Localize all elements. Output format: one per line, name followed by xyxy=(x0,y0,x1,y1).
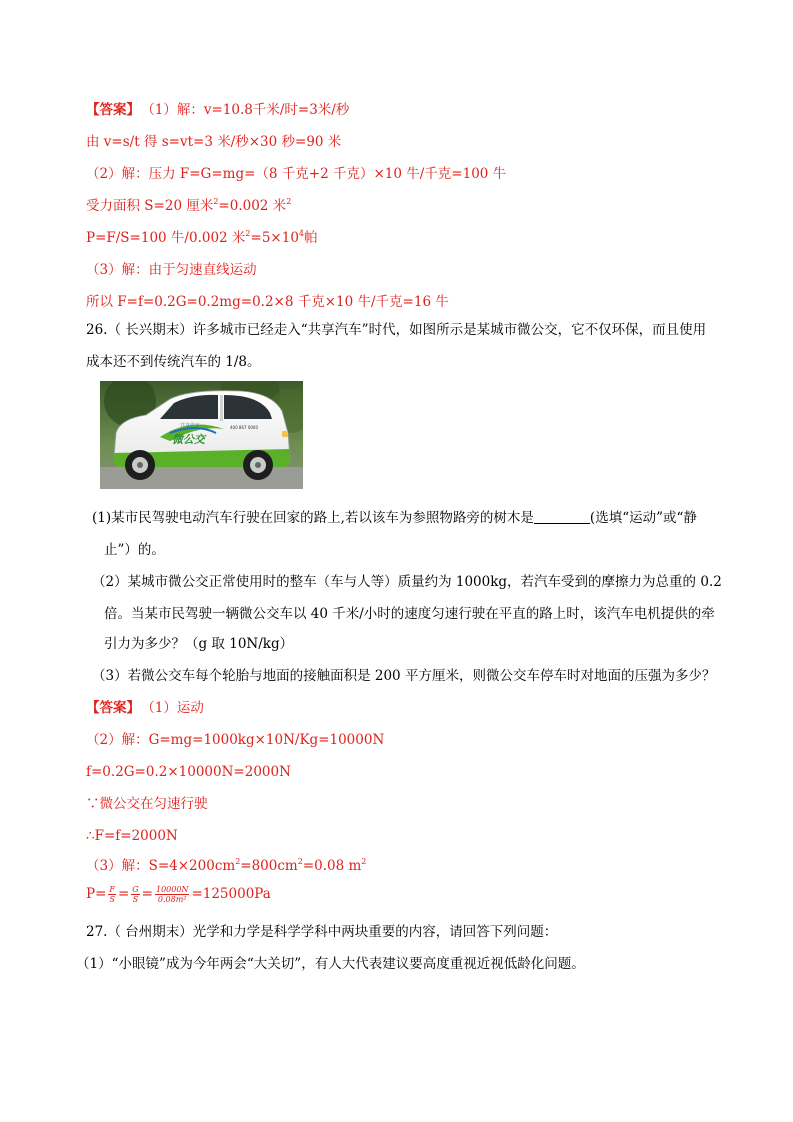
q25-answer-line-7: 所以 F=f=0.2G=0.2mg=0.2×8 千克×10 牛/千克=16 牛 xyxy=(86,294,449,310)
q26-sub1-line-1: (1)某市民驾驶电动汽车行驶在回家的路上,若以该车为参照物路旁的树木是 (选填“运动”或“静 xyxy=(92,510,697,526)
q26-answer-line-5: ∴F=f=2000N xyxy=(86,828,178,844)
q26-answer-line-3: f=0.2G=0.2×10000N=2000N xyxy=(86,764,291,780)
q27-stem-line-2: （1）“小眼镜”成为今年两会“大关切”，有人大代表建议要高度重视近视低龄化问题。 xyxy=(76,956,585,972)
q25-answer-line-5: P=F/S=100 牛/0.002 米$^2=5\times 10^4$帕 xyxy=(86,229,318,246)
q26-stem-line-2: 成本还不到传统汽车的 1/8。 xyxy=(86,354,261,370)
answer-blank xyxy=(534,509,590,524)
q27-stem-line-1: 27.（ 台州期末）光学和力学是科学学科中两块重要的内容，请回答下列问题： xyxy=(86,924,558,940)
car-photo xyxy=(100,381,303,489)
q26-answer-line-6: （3）解：$S=4\times 200cm^2=800cm^2=0.08$ $m^2$ xyxy=(86,857,367,874)
q25-answer-line-4: 受力面积 S=20 厘米$^2$=0.002 米$^2$ xyxy=(86,197,292,214)
q26-sub2-line-1: （2）某城市微公交正常使用时的整车（车与人等）质量约为 1000kg，若汽车受到的摩擦力为总重的 0.2 xyxy=(92,574,722,590)
fraction-value: $\frac{10000N}{\text{0.08m²}}$ xyxy=(155,885,189,904)
electric-car-image xyxy=(100,381,303,489)
q26-answer-line-1: 【答案】 （1）运动 xyxy=(86,700,204,716)
q25-answer-line-2: 由 v=s/t 得 s=vt=3 米/秒×30 秒=90 米 xyxy=(86,134,342,150)
car-logo-text: 微公交 xyxy=(172,433,205,446)
answer-tag: 【答案】 xyxy=(86,700,140,716)
car-phone-text: 400 867 0000 xyxy=(230,425,258,430)
q25-answer-line-3: （2）解：压力 F=G=mg=（8 千克+2 千克）×10 牛/千克=100 牛 xyxy=(86,166,507,182)
q26-pressure-formula: P= $\frac{F}{S}$ = $\frac{G}{S}$ = $\frac{10000N}{\text{0.08m²}}$ =125000Pa xyxy=(86,885,271,904)
q26-sub2-line-3: 引力为多少？（g 取 10N/kg） xyxy=(104,636,294,652)
answer-tag: 【答案】 xyxy=(86,102,140,118)
fraction-f-over-s: $\frac{F}{S}$ xyxy=(109,885,115,904)
q26-answer-line-2: （2）解：G=mg=1000kg×10N/Kg=10000N xyxy=(86,732,385,748)
car-top-text: 共享汽车 xyxy=(180,423,201,429)
q25-answer-line-1: 【答案】 （1）解：v=10.8千米/时=3米/秒 xyxy=(86,102,350,118)
fraction-g-over-s: $\frac{G}{S}$ xyxy=(132,885,139,904)
q26-sub3: （3）若微公交车每个轮胎与地面的接触面积是 200 平方厘米，则微公交车停车时对地面的压强为多少？ xyxy=(92,668,716,684)
q26-answer-line-4: ∵微公交在匀速行驶 xyxy=(86,796,208,812)
q26-sub2-line-2: 倍。当某市民驾驶一辆微公交车以 40 千米/小时的速度匀速行驶在平直的路上时，该汽车电机提供的牵 xyxy=(104,606,715,622)
q26-sub1-line-2: 止”）的。 xyxy=(104,542,165,558)
q26-stem-line-1: 26.（ 长兴期末）许多城市已经走入“共享汽车”时代，如图所示是某城市微公交，它不仅环保，而且使用 xyxy=(86,322,707,338)
q25-answer-line-6: （3）解：由于匀速直线运动 xyxy=(86,262,257,278)
